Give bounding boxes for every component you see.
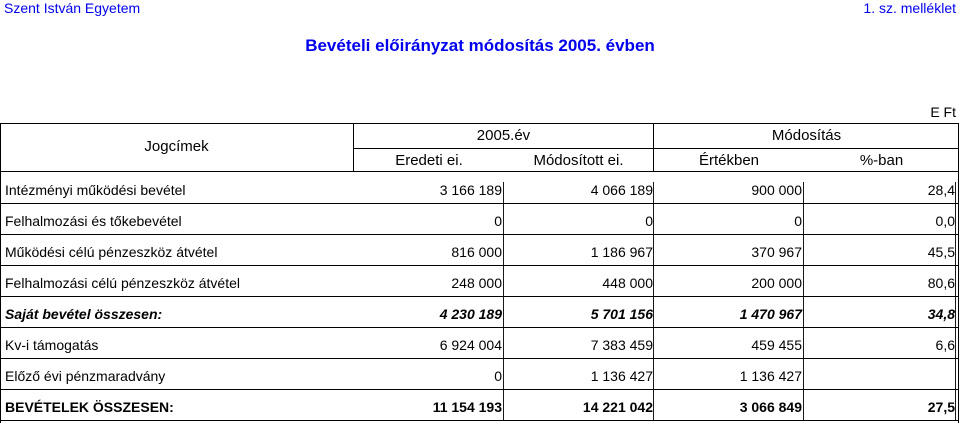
row-divider bbox=[0, 265, 959, 266]
row-label: Saját bevétel összesen: bbox=[5, 306, 163, 322]
cell-ertekben: 1 136 427 bbox=[739, 368, 802, 384]
row-divider bbox=[0, 420, 959, 421]
row-divider bbox=[0, 203, 959, 204]
cell-ertekben: 900 000 bbox=[751, 182, 802, 198]
row-label: Előző évi pénzmaradvány bbox=[5, 368, 166, 384]
column-divider bbox=[503, 182, 504, 420]
cell-eredeti: 6 924 004 bbox=[439, 337, 502, 353]
row-label: Felhalmozási célú pénzeszköz átvétel bbox=[5, 275, 241, 291]
cell-ertekben: 1 470 967 bbox=[739, 306, 802, 322]
header-szazalek: %-ban bbox=[859, 152, 904, 169]
unit-label: E Ft bbox=[930, 104, 956, 120]
cell-ertekben: 459 455 bbox=[751, 337, 802, 353]
cell-szazalek: 80,6 bbox=[927, 275, 955, 291]
header-eredeti: Eredeti ei. bbox=[395, 152, 463, 169]
row-label: Működési célú pénzeszköz átvétel bbox=[5, 244, 218, 260]
header-modositott: Módosított ei. bbox=[533, 152, 624, 169]
header-jogcimek: Jogcímek bbox=[144, 138, 209, 155]
cell-ertekben: 3 066 849 bbox=[739, 399, 802, 415]
cell-modositott: 448 000 bbox=[602, 275, 653, 291]
header-bottom-line bbox=[0, 171, 959, 172]
cell-eredeti: 248 000 bbox=[451, 275, 502, 291]
row-label: Kv-i támogatás bbox=[5, 337, 99, 353]
row-divider bbox=[0, 358, 959, 359]
attachment-label: 1. sz. melléklet bbox=[863, 0, 956, 16]
cell-modositott: 14 221 042 bbox=[582, 399, 653, 415]
cell-modositott: 7 383 459 bbox=[590, 337, 653, 353]
cell-ertekben: 370 967 bbox=[751, 244, 802, 260]
row-label: Felhalmozási és tőkebevétel bbox=[5, 213, 182, 229]
cell-eredeti: 816 000 bbox=[451, 244, 502, 260]
row-divider bbox=[0, 389, 959, 390]
cell-ertekben: 200 000 bbox=[751, 275, 802, 291]
cell-szazalek: 34,8 bbox=[927, 306, 955, 322]
cell-modositott: 1 186 967 bbox=[590, 244, 653, 260]
cell-eredeti: 0 bbox=[494, 213, 502, 229]
column-divider bbox=[803, 182, 804, 420]
cell-eredeti: 11 154 193 bbox=[432, 399, 502, 415]
column-divider bbox=[955, 182, 956, 420]
column-divider bbox=[653, 182, 654, 420]
page-title: Bevételi előirányzat módosítás 2005. évben bbox=[305, 36, 655, 55]
row-divider bbox=[0, 234, 959, 235]
cell-eredeti: 0 bbox=[494, 368, 502, 384]
cell-szazalek: 6,6 bbox=[935, 337, 955, 353]
institution-name: Szent István Egyetem bbox=[4, 0, 141, 16]
header-ertekben: Értékben bbox=[698, 152, 760, 169]
row-divider bbox=[0, 327, 959, 328]
header-subrow-line bbox=[353, 148, 959, 149]
cell-szazalek: 27,5 bbox=[927, 399, 955, 415]
header-year-group: 2005.év bbox=[476, 127, 531, 144]
row-label: Intézményi működési bevétel bbox=[5, 182, 186, 198]
cell-modositott: 1 136 427 bbox=[590, 368, 653, 384]
cell-szazalek: 28,4 bbox=[927, 182, 955, 198]
cell-szazalek: 45,5 bbox=[927, 244, 955, 260]
header-modification-group: Módosítás bbox=[771, 127, 842, 144]
cell-ertekben: 0 bbox=[794, 213, 802, 229]
cell-modositott: 4 066 189 bbox=[590, 182, 653, 198]
row-divider bbox=[0, 296, 959, 297]
cell-modositott: 0 bbox=[645, 213, 653, 229]
cell-modositott: 5 701 156 bbox=[590, 306, 653, 322]
row-label: BEVÉTELEK ÖSSZESEN: bbox=[5, 399, 174, 415]
cell-eredeti: 4 230 189 bbox=[439, 306, 502, 322]
cell-szazalek: 0,0 bbox=[935, 213, 955, 229]
cell-eredeti: 3 166 189 bbox=[439, 182, 502, 198]
